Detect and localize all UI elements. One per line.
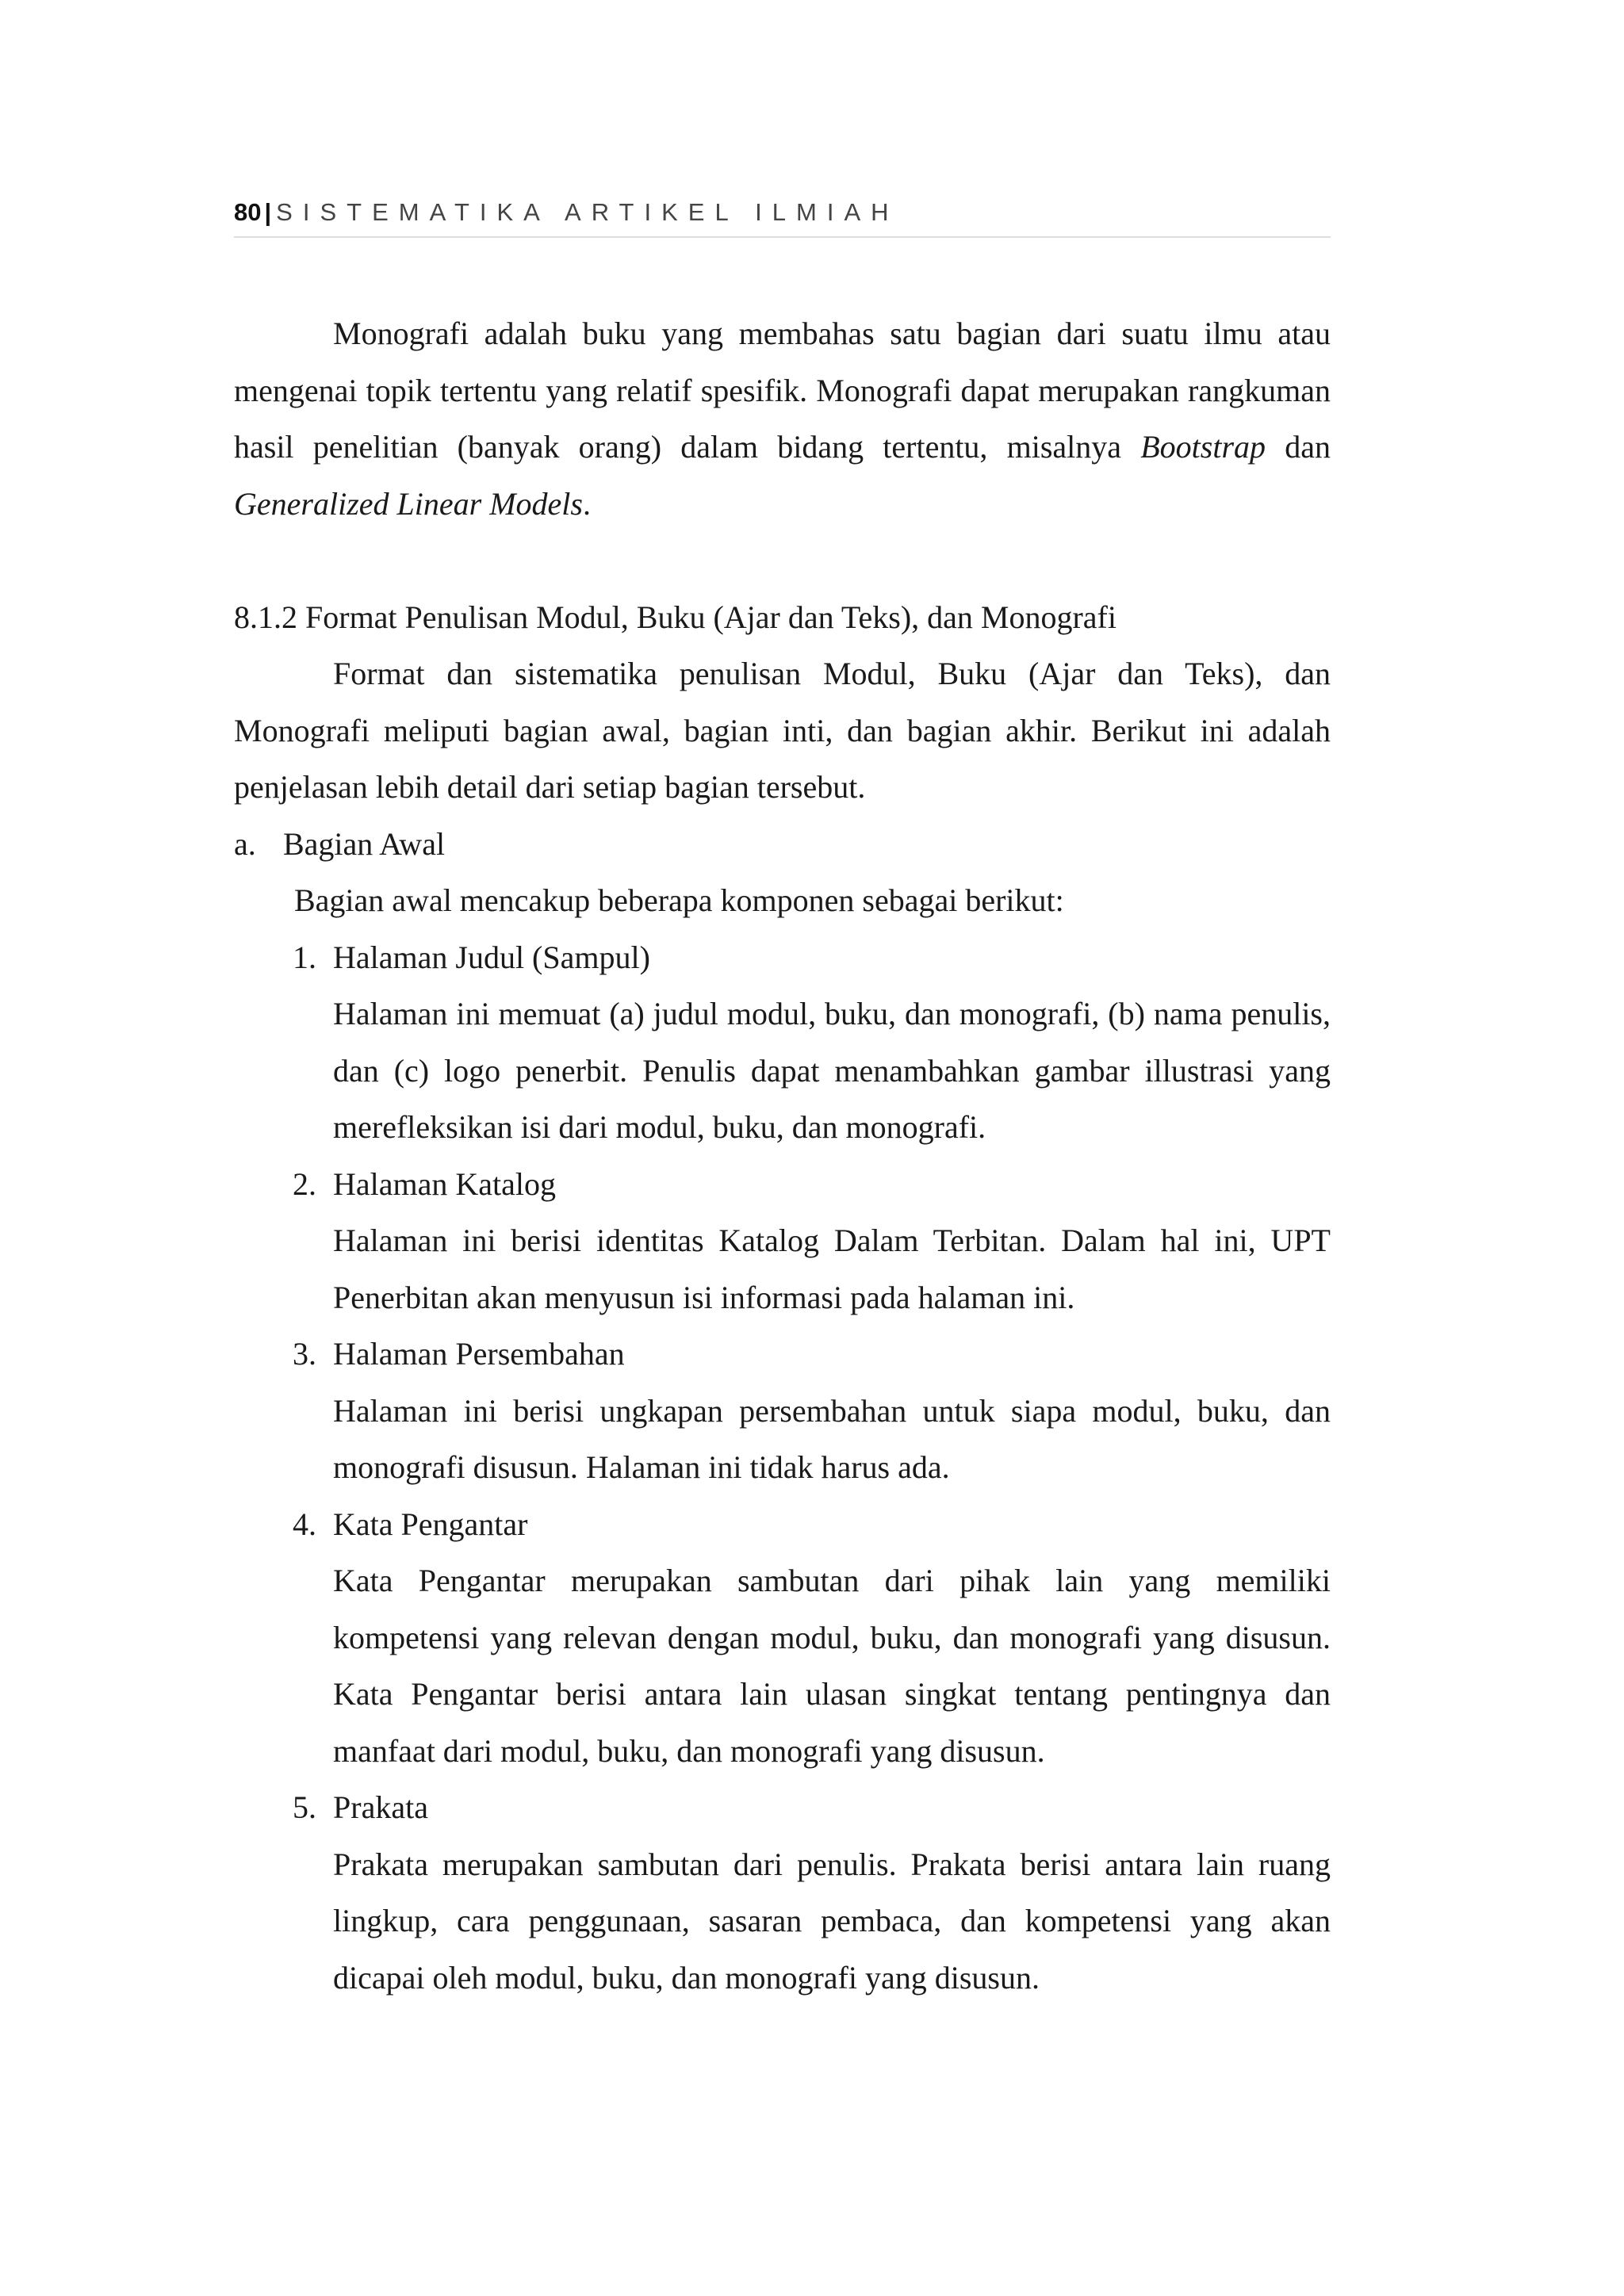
intro-period: . bbox=[582, 485, 591, 522]
list-item-description: Prakata merupakan sambutan dari penulis. Prakata berisi antara lain ruang lingkup, cara penggunaan, sasaran pembaca, dan kompetensi yang akan dicapai oleh modul, buku, dan monografi yang disusun. bbox=[333, 1846, 1331, 1996]
list-item-description: Halaman ini memuat (a) judul modul, buku, dan monografi, (b) nama penulis, dan (c) logo penerbit. Penulis dapat menambahkan gambar illustrasi yang merefleksikan isi dari modul, buku, dan monografi. bbox=[333, 996, 1331, 1145]
section-heading: 8.1.2 Format Penulisan Modul, Buku (Ajar dan Teks), dan Monografi bbox=[234, 599, 1116, 635]
list-item-title: Halaman Judul (Sampul) bbox=[333, 939, 650, 975]
running-header bbox=[234, 197, 1331, 238]
list-item-description: Kata Pengantar merupakan sambutan dari pihak lain yang memiliki kompetensi yang relevan dengan modul, buku, dan monografi yang disusun. Kata Pengantar berisi antara lain ulasan singkat tentang pentingnya dan manfaat dari modul, buku, dan monografi yang disusun. bbox=[333, 1563, 1331, 1769]
list-item-number: 2. bbox=[293, 1165, 316, 1202]
page-body bbox=[234, 305, 1331, 2006]
list-item bbox=[234, 1496, 1331, 1780]
intro-conjunction: dan bbox=[1266, 429, 1331, 465]
running-title: SISTEMATIKA ARTIKEL ILMIAH bbox=[276, 198, 899, 226]
list-item bbox=[234, 929, 1331, 1156]
section-paragraph: Format dan sistematika penulisan Modul, Buku (Ajar dan Teks), dan Monografi meliputi bagian awal, bagian inti, dan bagian akhir. Berikut ini adalah penjelasan lebih detail dari setiap bagian tersebut. bbox=[234, 656, 1331, 805]
header-separator: | bbox=[264, 198, 272, 226]
list-item-heading bbox=[234, 1779, 1331, 1836]
list-item-title: Prakata bbox=[333, 1789, 428, 1825]
list-item bbox=[234, 1326, 1331, 1496]
list-item-description: Halaman ini berisi ungkapan persembahan untuk siapa modul, buku, dan monografi disusun. Halaman ini tidak harus ada. bbox=[333, 1392, 1331, 1485]
part-a-title: Bagian Awal bbox=[283, 825, 446, 862]
list-item-title: Halaman Katalog bbox=[333, 1165, 556, 1202]
list-item-number: 4. bbox=[293, 1506, 316, 1542]
list-item-number: 1. bbox=[293, 939, 316, 975]
list-item-number: 5. bbox=[293, 1789, 316, 1825]
part-a-intro: Bagian awal mencakup beberapa komponen sebagai berikut: bbox=[294, 882, 1064, 918]
list-item-heading bbox=[234, 1326, 1331, 1383]
list-item-heading bbox=[234, 1496, 1331, 1553]
list-item-description: Halaman ini berisi identitas Katalog Dalam Terbitan. Dalam hal ini, UPT Penerbitan akan menyusun isi informasi pada halaman ini. bbox=[333, 1223, 1331, 1315]
intro-paragraph bbox=[234, 305, 1331, 532]
term-glm: Generalized Linear Models bbox=[234, 485, 583, 522]
part-a-marker: a. bbox=[234, 825, 256, 862]
list-item-title: Halaman Persembahan bbox=[333, 1336, 625, 1372]
term-bootstrap: Bootstrap bbox=[1140, 429, 1266, 465]
paragraph-gap bbox=[234, 532, 1331, 589]
list-item bbox=[234, 1779, 1331, 2006]
list-item-number: 3. bbox=[293, 1336, 316, 1372]
intro-text: Monografi adalah buku yang membahas satu bagian dari suatu ilmu atau mengenai topik tertentu yang relatif spesifik. Monografi dapat merupakan rangkuman hasil penelitian (banyak orang) dalam bidang tertentu, misalnya bbox=[234, 316, 1331, 465]
part-a-heading bbox=[234, 816, 1331, 873]
list-item-heading bbox=[234, 1156, 1331, 1213]
list-item-heading bbox=[234, 929, 1331, 986]
page-number: 80 bbox=[234, 198, 262, 226]
list-item-title: Kata Pengantar bbox=[333, 1506, 528, 1542]
list-item bbox=[234, 1156, 1331, 1326]
